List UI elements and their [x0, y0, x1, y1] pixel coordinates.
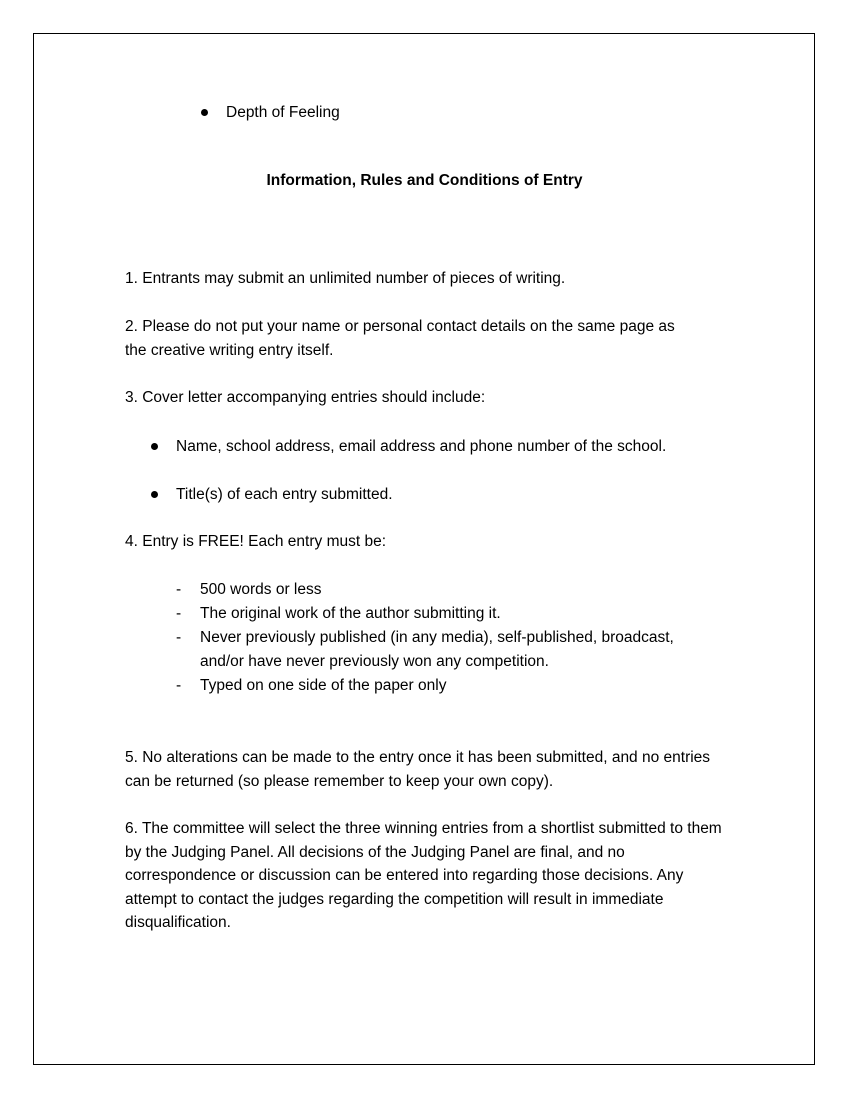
rule-4-item: Typed on one side of the paper only [200, 677, 447, 694]
rule-4: 4. Entry is FREE! Each entry must be: [125, 533, 387, 550]
rule-5: 5. No alterations can be made to the entry once it has been submitted, and no entries can be returned (so please remember to keep your own copy). [125, 749, 711, 790]
bullet-icon [201, 109, 208, 116]
section-heading: Information, Rules and Conditions of Entry [266, 172, 583, 189]
rule-3: 3. Cover letter accompanying entries should include: [125, 389, 486, 406]
dash-marker: - [176, 605, 182, 622]
rule-6: 6. The committee will select the three winning entries from a shortlist submitted to them by the Judging Panel. All decisions of the Judging Panel are final, and no correspondence or discussion can be entered into regarding those decisions. Any attempt to contact the judges regarding the competition will result in immediate disqualification. [125, 820, 722, 931]
rule-3-item: Name, school address, email address and phone number of the school. [176, 438, 667, 455]
bullet-icon [151, 491, 158, 498]
rule-3-item: Title(s) of each entry submitted. [176, 486, 393, 503]
dash-marker: - [176, 581, 182, 598]
dash-marker: - [176, 629, 182, 646]
bullet-icon [151, 443, 158, 450]
rule-4-item: Never previously published (in any media), self-published, broadcast, and/or have never previously won any competition. [200, 629, 674, 670]
rule-2: 2. Please do not put your name or personal contact details on the same page as the creative writing entry itself. [125, 318, 675, 359]
rule-1: 1. Entrants may submit an unlimited number of pieces of writing. [125, 270, 566, 287]
rule-4-item: The original work of the author submitting it. [200, 605, 501, 622]
top-bullet-text: Depth of Feeling [226, 104, 340, 121]
rule-4-item: 500 words or less [200, 581, 322, 598]
dash-marker: - [176, 677, 182, 694]
